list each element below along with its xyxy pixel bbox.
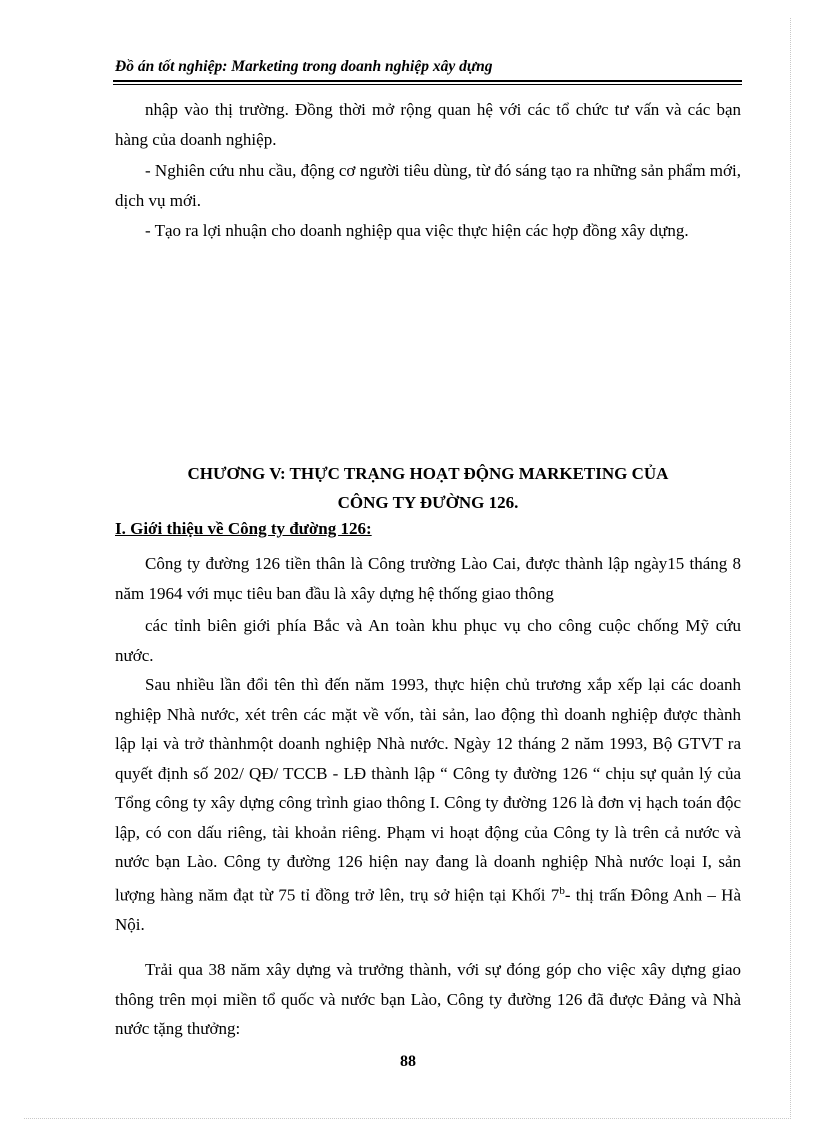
paragraph-text: - Nghiên cứu nhu cầu, động cơ người tiêu dùng, từ đó sáng tạo ra những sản phẩm mới, dịch vụ mới. — [115, 161, 741, 210]
paragraph-text: Sau nhiều lần đổi tên thì đến năm 1993, thực hiện chủ trương xắp xếp lại các doanh nghiệp Nhà nước, xét trên các mặt về vốn, tài sản, lao động thì doanh nghiệp được thành lập lại và trở thànhmột doanh nghiệp Nhà nước. Ngày 12 tháng 2 năm 1993, Bộ GTVT ra quyết định số 202/ QĐ/ TCCB - LĐ thành lập “ Công ty đường 126 “ chịu sự quản lý của Tổng công ty xây dựng công trình giao thông I. Công ty đường 126 là đơn vị hạch toán độc lập, có con dấu riêng, tài khoản riêng. Phạm vi hoạt động của Công ty là trên cả nước và nước bạn Lào. Công ty đường 126 hiện nay đang là doanh nghiệp Nhà nước loại I, sản lượng hàng năm đạt từ 75 tỉ đồng trở lên, trụ sở hiện tại Khối 7 — [115, 675, 741, 905]
header-rule — [113, 80, 742, 82]
paragraph-text: Công ty đường 126 tiền thân là Công trường Lào Cai, được thành lập ngày15 tháng 8 năm 1964 với mục tiêu ban đầu là xây dựng hệ thống giao thông — [115, 554, 741, 603]
body-paragraph-2 — [115, 670, 741, 939]
paragraph-text-end: - thị trấn Đông Anh – Hà Nội. — [115, 885, 741, 934]
section-heading: I. Giới thiệu về Công ty đường 126: — [115, 519, 372, 538]
paragraph-bullet-2 — [115, 216, 741, 246]
superscript: b — [559, 884, 565, 897]
chapter-title-line-2: CÔNG TY ĐƯỜNG 126. — [337, 493, 519, 512]
paragraph-text: các tỉnh biên giới phía Bắc và An toàn khu phục vụ cho công cuộc chống Mỹ cứu nước. — [115, 616, 741, 665]
paragraph-continuation — [115, 95, 741, 154]
body-paragraph-1b — [115, 611, 741, 670]
paragraph-text: - Tạo ra lợi nhuận cho doanh nghiệp qua việc thực hiện các hợp đồng xây dựng. — [145, 221, 689, 240]
page-number: 88 — [400, 1053, 416, 1070]
paragraph-text: Trải qua 38 năm xây dựng và trưởng thành, với sự đóng góp cho việc xây dựng giao thông trên mọi miền tổ quốc và nước bạn Lào, Công ty đường 126 đã được Đảng và Nhà nước tặng thưởng: — [115, 960, 741, 1038]
body-paragraph-1a — [115, 549, 741, 608]
body-paragraph-3 — [115, 955, 741, 1044]
paragraph-text: nhập vào thị trường. Đồng thời mở rộng quan hệ với các tổ chức tư vấn và các bạn hàng của doanh nghiệp. — [115, 100, 741, 149]
paragraph-bullet-1 — [115, 156, 741, 215]
chapter-title-line-1: CHƯƠNG V: THỰC TRẠNG HOẠT ĐỘNG MARKETING CỦA — [187, 464, 669, 483]
running-header: Đồ án tốt nghiệp: Marketing trong doanh nghiệp xây dựng — [115, 58, 493, 75]
header-rule-thin — [113, 84, 742, 85]
